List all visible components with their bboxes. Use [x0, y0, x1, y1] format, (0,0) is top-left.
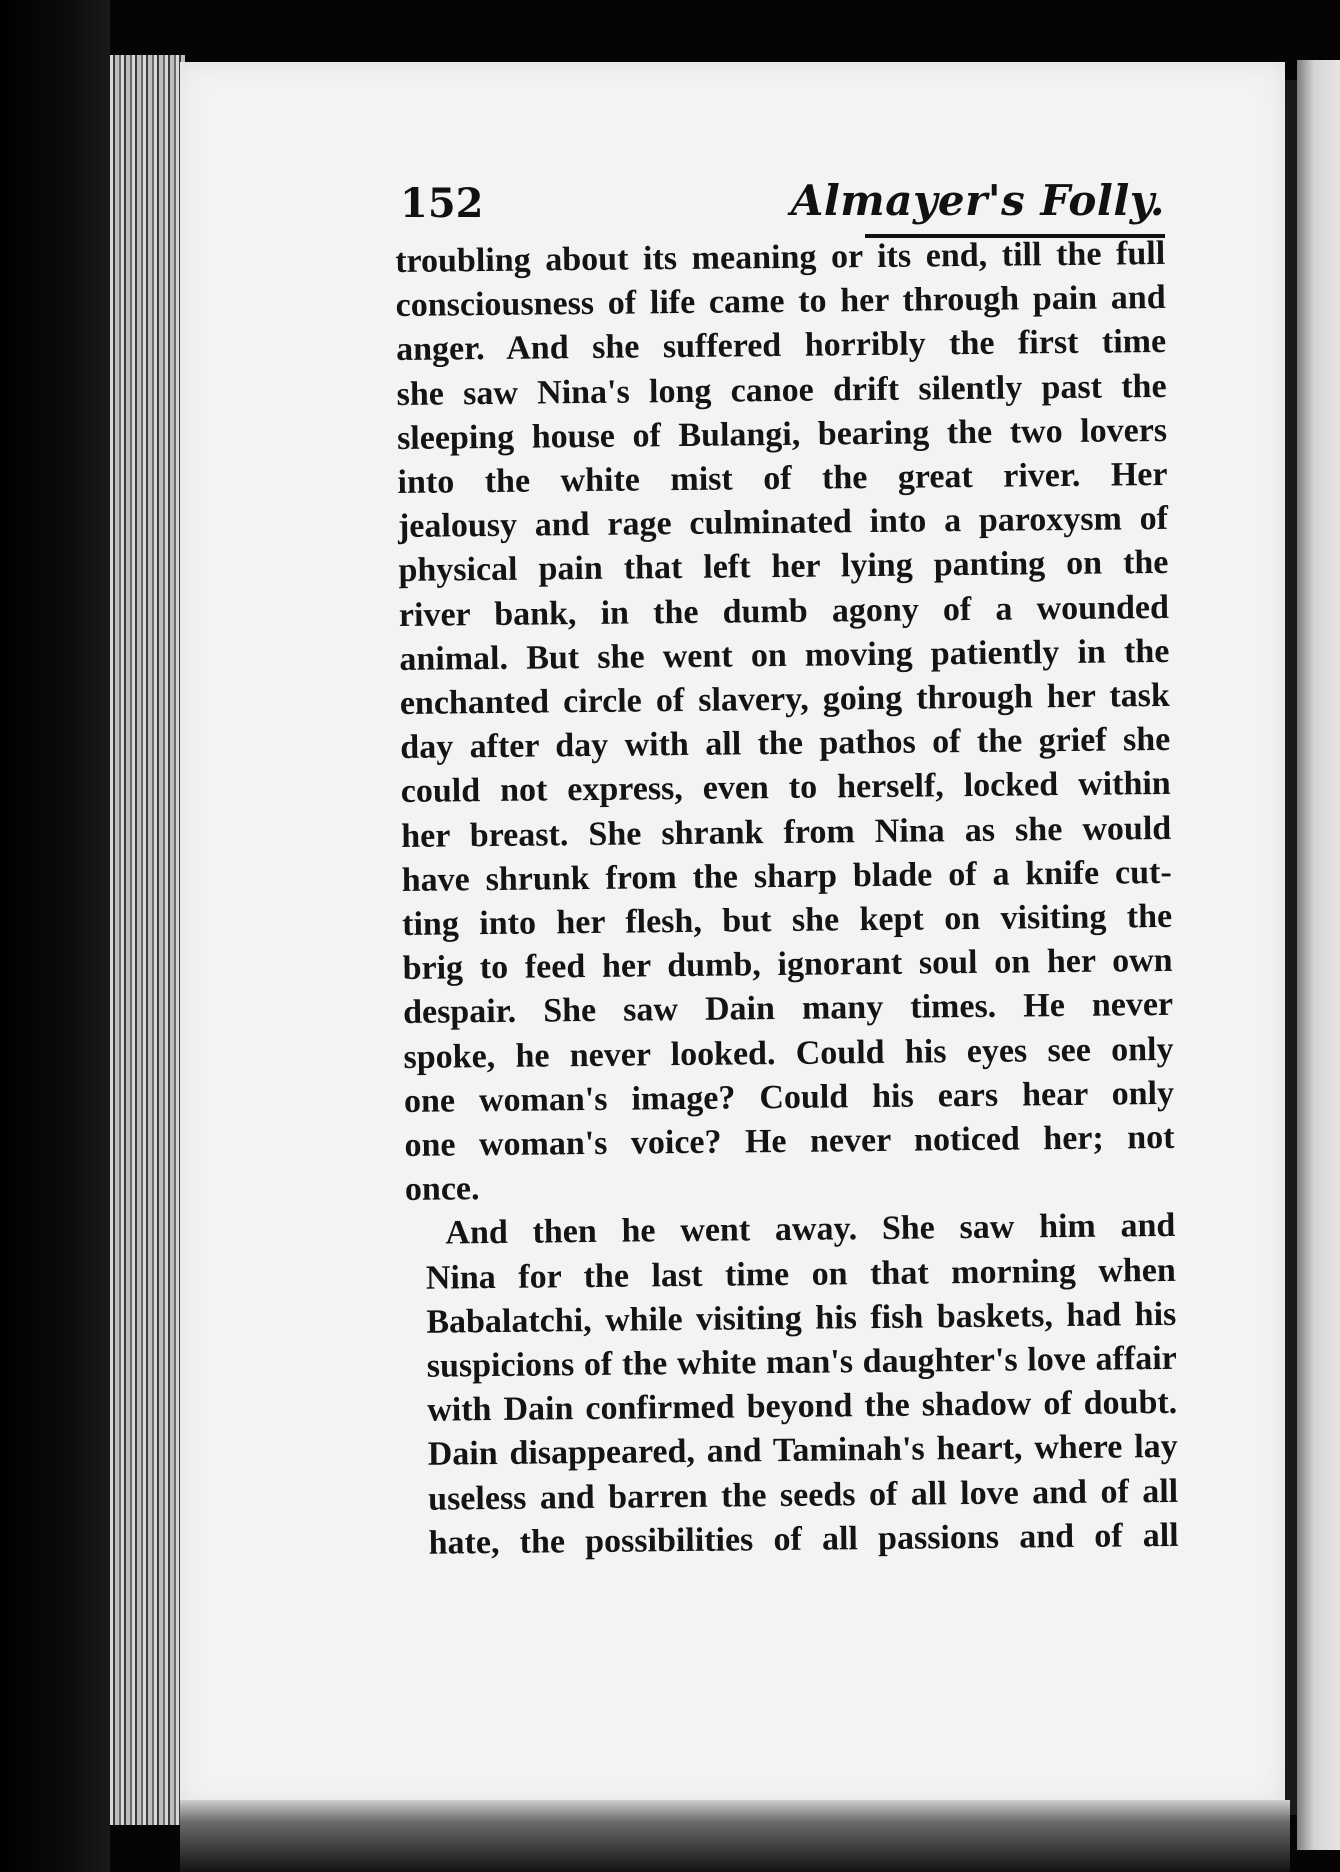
text-line: day after day with all the pathos of the grief she: [400, 721, 1171, 767]
text-line: suspicions of the white man's daughter's love affair: [426, 1339, 1177, 1385]
text-line: troubling about its meaning or its end, till the full: [395, 234, 1166, 280]
text-line: And then he went away. She saw him and: [445, 1207, 1176, 1252]
text-line: sleeping house of Bulangi, bearing the two lovers: [396, 411, 1168, 457]
text-line: Nina for the last time on that morning when: [425, 1251, 1177, 1297]
text-line: ting into her flesh, but she kept on visiting the: [401, 897, 1173, 944]
page-right-shadow: [1285, 80, 1297, 1815]
page-edges-stack: [110, 55, 185, 1825]
body-text: [395, 232, 1179, 1566]
text-line: she saw Nina's long canoe drift silently past the: [396, 367, 1167, 413]
text-line: river bank, in the dumb agony of a wounded: [398, 588, 1170, 634]
text-line: brig to feed her dumb, ignorant soul on her own: [402, 942, 1173, 988]
running-title: Almayer's Folly.: [790, 176, 1165, 225]
text-line: hate, the possibilities of all passions and of all: [428, 1516, 1179, 1562]
next-page-edge: [1297, 60, 1340, 1850]
text-line: despair. She saw Dain many times. He never: [402, 986, 1174, 1032]
text-line: one woman's image? Could his ears hear only: [403, 1074, 1175, 1120]
text-line: Dain disappeared, and Taminah's heart, where lay: [427, 1428, 1178, 1474]
page-number: 152: [400, 180, 484, 227]
text-line: with Dain confirmed beyond the shadow of doubt.: [427, 1384, 1178, 1430]
text-line: enchanted circle of slavery, going through her task: [399, 676, 1171, 723]
text-line: into the white mist of the great river. Her: [397, 455, 1168, 502]
book-binding-shadow: [0, 0, 110, 1872]
text-line: jealousy and rage culminated into a paroxysm of: [397, 500, 1169, 546]
text-line: once.: [404, 1170, 480, 1209]
text-line: have shrunk from the sharp blade of a knife cut-: [401, 853, 1172, 899]
paragraph-2: [405, 1204, 1179, 1566]
text-line: animal. But she went on moving patiently in the: [399, 632, 1170, 678]
text-line: spoke, he never looked. Could his eyes see only: [403, 1030, 1174, 1076]
page-header: [400, 172, 1165, 242]
text-line: useless and barren the seeds of all love and of all: [427, 1472, 1179, 1518]
text-line: could not express, even to herself, locked within: [400, 765, 1171, 811]
text-line: anger. And she suffered horribly the first time: [395, 323, 1167, 369]
paragraph-1: [395, 232, 1175, 1212]
text-line: her breast. She shrank from Nina as she would: [401, 809, 1172, 855]
page-bottom-shadow: [180, 1800, 1290, 1872]
text-line: one woman's voice? He never noticed her; not: [404, 1118, 1175, 1165]
text-line: physical pain that left her lying panting on the: [398, 544, 1169, 590]
text-line: consciousness of life came to her through pain and: [395, 279, 1166, 325]
text-line: Babalatchi, while visiting his fish baskets, had his: [426, 1295, 1177, 1341]
